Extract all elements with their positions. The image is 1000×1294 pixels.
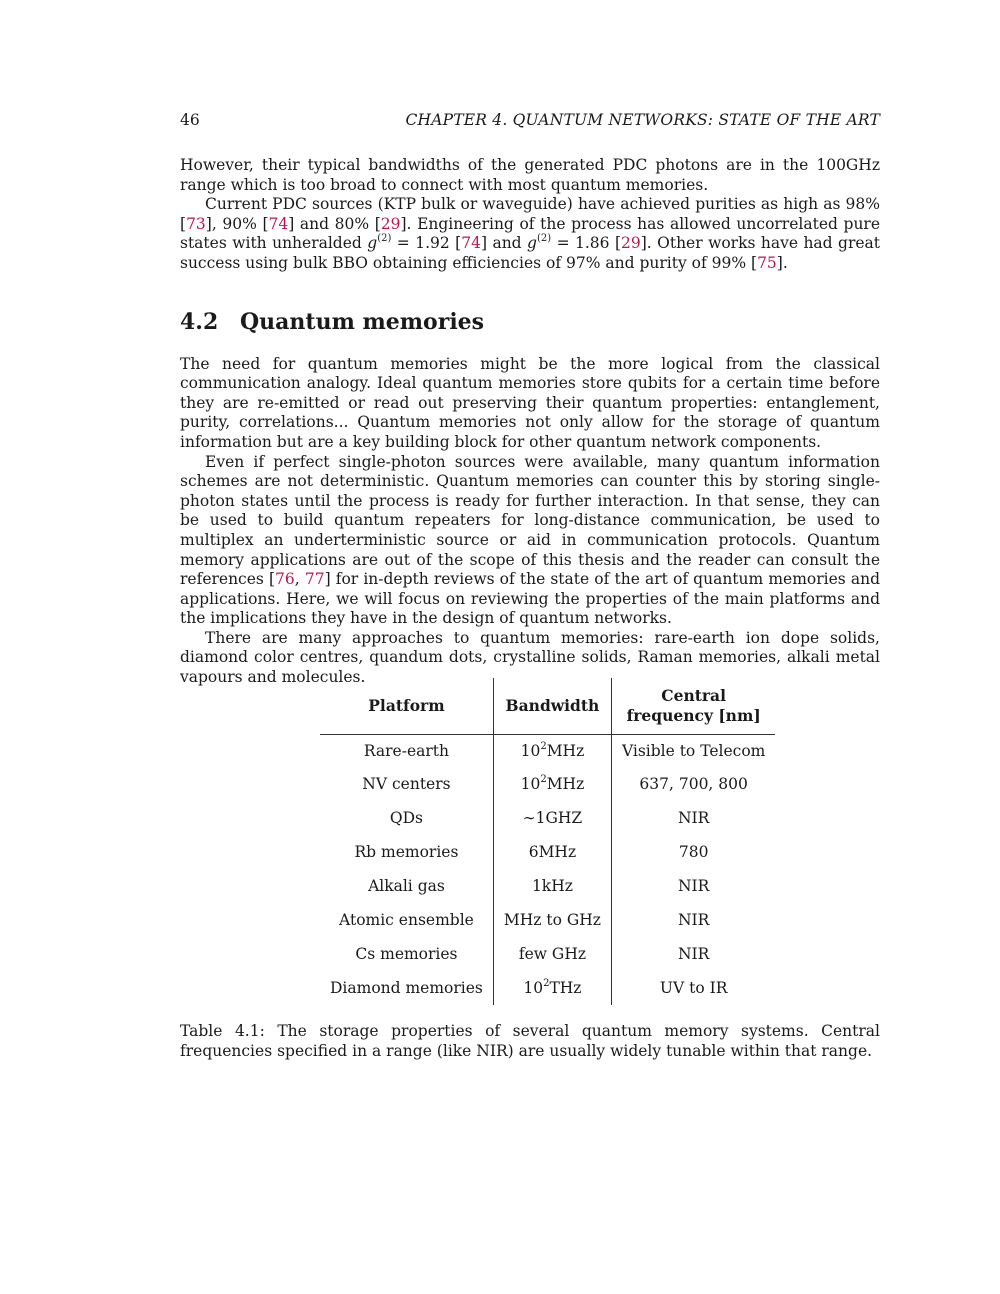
table-row <box>320 835 775 869</box>
cell-bandwidth <box>493 869 611 903</box>
cell-superscript: 2 <box>543 977 550 989</box>
citation-link[interactable]: 74 <box>268 214 289 233</box>
cell-text: THz <box>549 979 582 997</box>
text-run: ] for in-depth reviews of the state of the art of quantum memories and applications. Here, we will focus on reviewing the properties of the main platforms and the implications they have in the design of quantum networks. <box>180 570 880 628</box>
header-frequency <box>611 678 775 735</box>
cell-text: QDs <box>389 809 423 827</box>
math-superscript: (2) <box>536 233 552 245</box>
header-platform: Platform <box>368 696 445 715</box>
table-header-row <box>320 678 775 735</box>
citation-link[interactable]: 76 <box>275 570 295 589</box>
cell-superscript: 2 <box>540 740 547 752</box>
citation-link[interactable]: 75 <box>757 253 777 272</box>
text-run: = 1.92 [ <box>391 234 462 253</box>
table-row <box>320 869 775 903</box>
cell-frequency <box>611 735 775 768</box>
header-bandwidth: Bandwidth <box>493 678 611 735</box>
page-header <box>180 111 880 133</box>
cell-superscript: 2 <box>540 773 547 785</box>
cell-text: 1kHz <box>531 877 573 895</box>
citation-link[interactable]: 73 <box>186 214 206 233</box>
cell-frequency <box>611 903 775 937</box>
table-row <box>320 801 775 835</box>
cell-platform <box>320 767 493 801</box>
page-number: 46 <box>180 111 200 129</box>
paragraph: However, their typical bandwidths of the generated PDC photons are in the 100GHz range which is too broad to connect with most quantum memories. <box>180 156 880 194</box>
cell-text: Diamond memories <box>330 979 483 997</box>
cell-text: MHz <box>546 775 585 793</box>
cell-bandwidth <box>493 735 611 768</box>
cell-text: NIR <box>677 877 710 895</box>
cell-text: ∼1GHZ <box>522 809 583 827</box>
cell-platform <box>320 937 493 971</box>
table-row <box>320 937 775 971</box>
cell-frequency <box>611 971 775 1005</box>
cell-platform <box>320 735 493 768</box>
cell-text: Alkali gas <box>368 877 445 895</box>
citation-link[interactable]: 29 <box>621 234 641 253</box>
table-row <box>320 735 775 768</box>
cell-text: 10 <box>520 742 541 760</box>
cell-text: Rb memories <box>354 843 459 861</box>
cell-text: MHz to GHz <box>503 911 601 929</box>
cell-text: 10 <box>523 979 544 997</box>
citation-link[interactable]: 74 <box>461 234 481 253</box>
section-title: Quantum memories <box>240 308 485 335</box>
cell-bandwidth <box>493 937 611 971</box>
cell-text: Cs memories <box>355 945 458 963</box>
memory-table <box>320 678 775 1005</box>
cell-bandwidth <box>493 801 611 835</box>
cell-bandwidth <box>493 835 611 869</box>
cell-text: NIR <box>677 809 710 827</box>
text-run: , <box>294 570 305 589</box>
cell-text: Rare-earth <box>363 742 449 760</box>
cell-text: UV to IR <box>659 979 728 997</box>
cell-text: 6MHz <box>528 843 577 861</box>
cell-text: MHz <box>546 742 585 760</box>
section-number: 4.2 <box>180 308 219 335</box>
cell-text: Visible to Telecom <box>621 742 766 760</box>
cell-platform <box>320 869 493 903</box>
text-run: ] and 80% [ <box>288 214 381 233</box>
header-frequency-line2: frequency [nm] <box>626 706 761 725</box>
cell-frequency <box>611 767 775 801</box>
cell-frequency <box>611 801 775 835</box>
cell-frequency <box>611 937 775 971</box>
cell-text: few GHz <box>518 945 586 963</box>
table-row <box>320 971 775 1005</box>
cell-text: 10 <box>520 775 541 793</box>
text-run: Current PDC sources (KTP bulk or waveguide) have achieved purities as high as 98% [ <box>180 195 880 233</box>
cell-frequency <box>611 835 775 869</box>
header-frequency-line1: Central <box>661 686 726 705</box>
text-run: ] and <box>480 234 528 253</box>
text-run: ]. <box>776 253 788 272</box>
text-run: ], 90% [ <box>205 214 269 233</box>
cell-bandwidth <box>493 903 611 937</box>
paragraph <box>180 453 880 629</box>
table-caption: Table 4.1: The storage properties of several quantum memory systems. Central frequencies specified in a range (like NIR) are usually widely tunable within that range. <box>180 1022 880 1060</box>
citation-link[interactable]: 29 <box>380 214 401 233</box>
cell-text: NV centers <box>362 775 451 793</box>
citation-link[interactable]: 77 <box>304 570 325 589</box>
math-superscript: (2) <box>377 233 392 245</box>
math-g: g <box>367 234 378 253</box>
body-text <box>180 156 880 688</box>
text-run: Even if perfect single-photon sources were available, many quantum information schemes are not deterministic. Quantum memories can counter this by storing single-photon states until the process is ready for further interaction. In that sense, they can be used to build quantum repeaters for long-distance communication, be used to multiplex an underterministic source or aid in communication protocols. Quantum memory applications are out of the scope of this thesis and the reader can consult the references [ <box>180 452 880 589</box>
section-heading <box>180 308 880 336</box>
running-title: CHAPTER 4. QUANTUM NETWORKS: STATE OF THE ART <box>405 111 880 129</box>
table-row <box>320 767 775 801</box>
cell-platform <box>320 903 493 937</box>
paragraph: The need for quantum memories might be the more logical from the classical communication analogy. Ideal quantum memories store qubits for a certain time before they are re-emitted or read out preserving their quantum properties: entanglement, purity, correlations... Quantum memories not only allow for the storage of quantum information but are a key building block for other quantum network components. <box>180 354 880 451</box>
text-run: ]. Engineering of the process has allowed uncorrelated pure states with unheralded <box>180 214 881 253</box>
cell-text: Atomic ensemble <box>339 911 474 929</box>
text-run: = 1.86 [ <box>551 234 621 253</box>
paragraph <box>180 195 880 273</box>
text-run: ]. Other works have had great success using bulk BBO obtaining efficiencies of 97% and purity of 99% [ <box>180 234 881 272</box>
cell-text: NIR <box>677 945 710 963</box>
table-row <box>320 903 775 937</box>
math-g: g <box>527 234 537 253</box>
cell-platform <box>320 801 493 835</box>
cell-text: 780 <box>678 843 709 861</box>
cell-platform <box>320 835 493 869</box>
paragraph: There are many approaches to quantum memories: rare-earth ion dope solids, diamond color centres, quandum dots, crystalline solids, Raman memories, alkali metal vapours and molecules. <box>180 628 880 687</box>
cell-platform <box>320 971 493 1005</box>
cell-frequency <box>611 869 775 903</box>
cell-text: 637, 700, 800 <box>639 775 748 793</box>
cell-bandwidth <box>493 971 611 1005</box>
cell-bandwidth <box>493 767 611 801</box>
cell-text: NIR <box>677 911 710 929</box>
